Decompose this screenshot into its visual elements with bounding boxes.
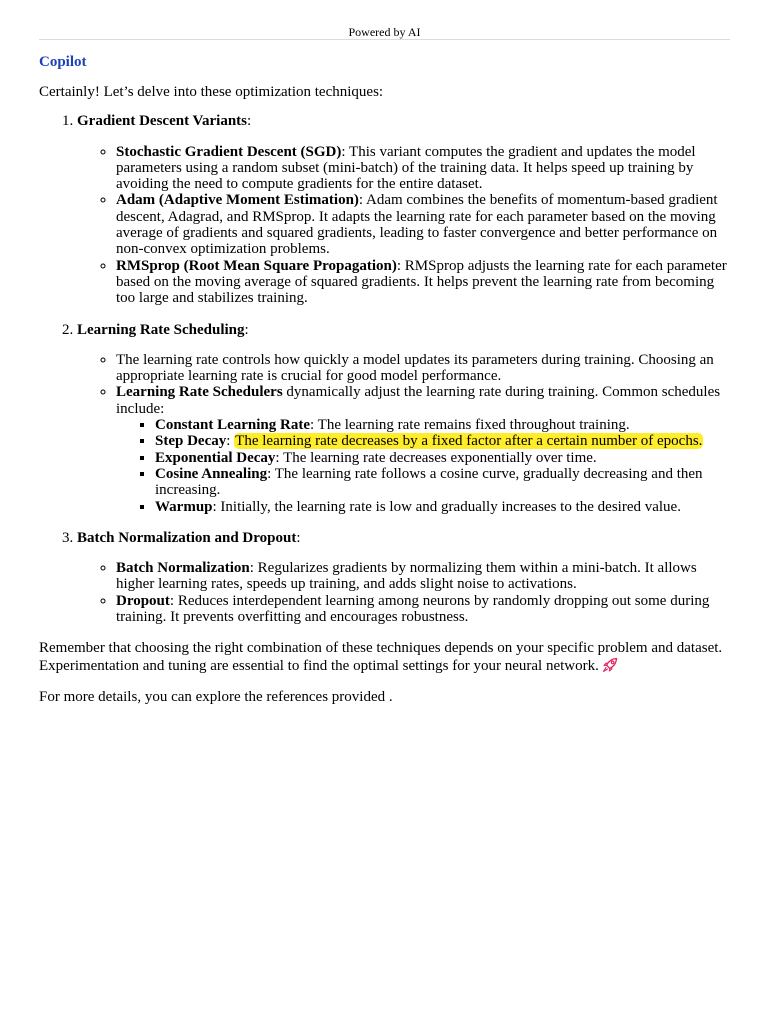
list-item (155, 466, 730, 499)
term: Dropout (116, 592, 170, 609)
section-title: Batch Normalization and Dropout (77, 529, 297, 546)
intro-text: Certainly! Let’s delve into these optimization techniques: (39, 84, 384, 100)
term: Adam (Adaptive Moment Estimation) (116, 192, 359, 209)
term: Exponential Decay (155, 449, 276, 466)
list-item (116, 560, 730, 593)
schedule-list (116, 417, 730, 515)
colon: : (244, 321, 249, 338)
description: : The learning rate remains fixed throughout training. (310, 417, 630, 434)
document (39, 0, 730, 705)
term: RMSprop (Root Mean Square Propagation) (116, 257, 397, 274)
term: Step Decay (155, 433, 227, 450)
description: : The learning rate follows a cosine curve, gradually decreasing and then increasing. (155, 465, 703, 499)
description: : Regularizes gradients by normalizing them within a mini-batch. It allows higher learning rates, speeds up training, and adds slight noise to activations. (116, 560, 697, 593)
section-title: Learning Rate Scheduling (77, 321, 245, 338)
section-gradient-descent (77, 113, 730, 306)
list-item (116, 258, 730, 307)
list-item (155, 499, 730, 515)
term: Warmup (155, 498, 213, 515)
highlighted-text: The learning rate decreases by a fixed factor after a certain number of epochs. (235, 433, 703, 450)
description: : Reduces interdependent learning among neurons by randomly dropping out some during training. It prevents overfitting and encourages robustness. (116, 592, 710, 626)
page-header (39, 0, 730, 40)
section-title: Gradient Descent Variants (77, 113, 247, 130)
description: : This variant computes the gradient and updates the model parameters using a random subset (mini-batch) of the training data. It helps speed up training by avoiding the need to compute gradients for the entire dataset. (116, 143, 696, 193)
section-learning-rate (77, 322, 730, 515)
description: : Initially, the learning rate is low and gradually increases to the desired value. (212, 498, 681, 515)
term: Batch Normalization (116, 560, 250, 577)
closing-text: Remember that choosing the right combination of these techniques depends on your specific problem and dataset. Experimentation and tuning are essential to find the optimal settings for your neural network. (39, 640, 723, 674)
description: : The learning rate decreases exponentially over time. (275, 449, 597, 466)
learning-rate-list (77, 352, 730, 515)
list-item (116, 593, 730, 626)
list-item (116, 192, 730, 257)
section-batch-norm-dropout (77, 530, 730, 625)
copilot-label: Copilot (39, 54, 87, 70)
description: The learning rate controls how quickly a model updates its parameters during training. Choosing an appropriate learning rate is crucial for good model performance. (116, 351, 714, 385)
list-item (116, 144, 730, 193)
list-item (155, 450, 730, 466)
separator: : (226, 433, 235, 450)
term: Cosine Annealing (155, 465, 268, 482)
list-item (155, 417, 730, 433)
term: Learning Rate Schedulers (116, 384, 283, 401)
references-text: For more details, you can explore the references provided . (39, 688, 393, 705)
list-item (155, 433, 730, 449)
description: dynamically adjust the learning rate during training. Common schedules include: (116, 384, 721, 417)
gradient-variants-list (77, 144, 730, 307)
description: : RMSprop adjusts the learning rate for each parameter based on the moving average of squared gradients. It helps prevent the learning rate from becoming too large and stabilizes training. (116, 257, 727, 307)
regularization-list (77, 560, 730, 625)
term: Stochastic Gradient Descent (SGD) (116, 143, 342, 160)
colon: : (247, 113, 252, 130)
term: Constant Learning Rate (155, 417, 311, 434)
list-item (116, 384, 730, 514)
rocket-icon (602, 657, 618, 673)
description: : Adam combines the benefits of momentum-based gradient descent, Adagrad, and RMSprop. It adapts the learning rate for each parameter based on the moving average of gradients and squared gradients, leading to faster convergence and better performance on non-convex optimization problems. (116, 192, 718, 258)
list-item (116, 352, 730, 385)
powered-by-text: Powered by AI (348, 25, 421, 39)
technique-list (39, 113, 730, 625)
closing-paragraph (39, 640, 730, 674)
colon: : (296, 529, 301, 546)
